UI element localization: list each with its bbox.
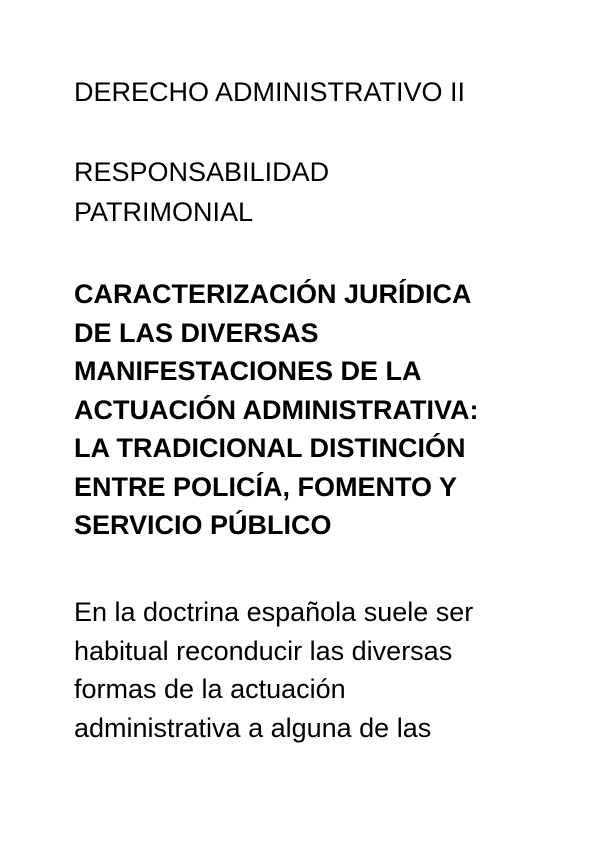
document-heading bbox=[74, 73, 465, 111]
section-title-line: SERVICIO PÚBLICO bbox=[74, 510, 332, 540]
section-title-line: ACTUACIÓN ADMINISTRATIVA: bbox=[74, 394, 479, 425]
subtitle-line: PATRIMONIAL bbox=[74, 197, 254, 227]
section-title-line: DE LAS DIVERSAS bbox=[74, 317, 319, 348]
section-title bbox=[74, 275, 478, 545]
heading-line: DERECHO ADMINISTRATIVO II bbox=[74, 77, 466, 107]
section-title-line: MANIFESTACIONES DE LA bbox=[74, 356, 422, 386]
document-subtitle bbox=[74, 152, 329, 232]
body-line: administrativa a alguna de las bbox=[74, 712, 432, 743]
body-paragraph bbox=[74, 593, 473, 747]
body-line: habitual reconducir las diversas bbox=[74, 635, 453, 666]
body-line: En la doctrina española suele ser bbox=[74, 597, 474, 627]
section-title-line: ENTRE POLICÍA, FOMENTO Y bbox=[74, 471, 458, 502]
section-title-line: LA TRADICIONAL DISTINCIÓN bbox=[74, 433, 466, 463]
section-title-line: CARACTERIZACIÓN JURÍDICA bbox=[74, 279, 472, 309]
body-line: formas de la actuación bbox=[74, 674, 346, 704]
subtitle-line: RESPONSABILIDAD bbox=[74, 157, 330, 187]
